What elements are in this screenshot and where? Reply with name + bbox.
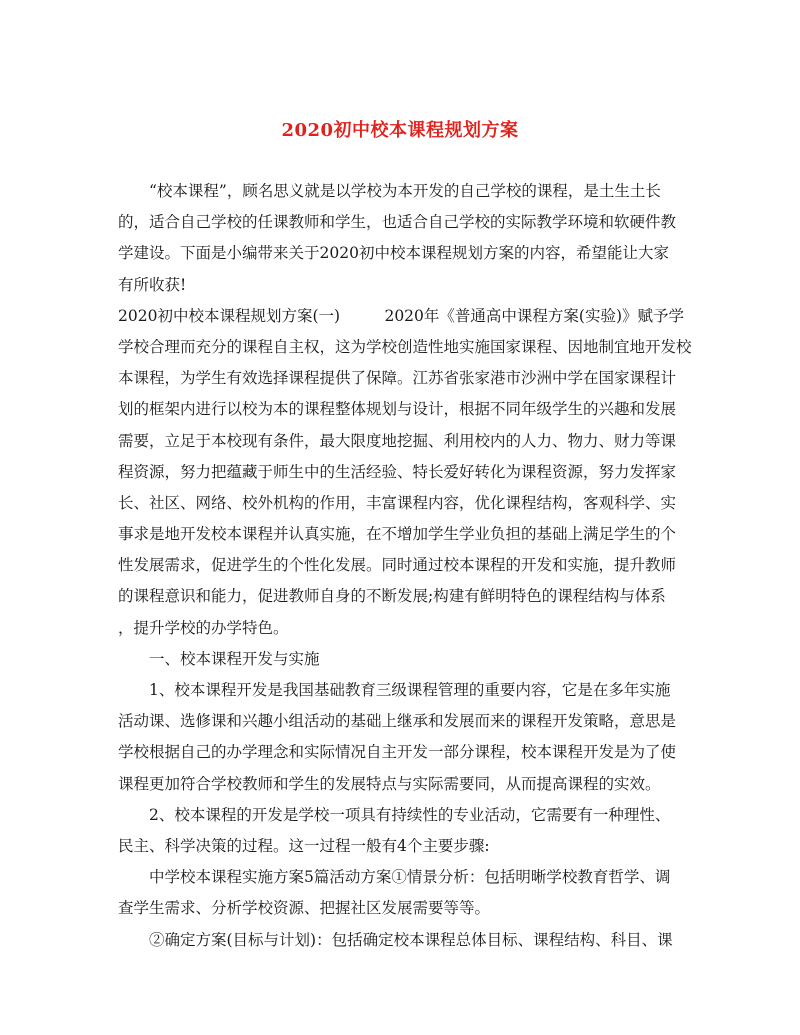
paragraph-line: 本课程，为学生有效选择课程提供了保障。江苏省张家港市沙洲中学在国家课程计	[118, 369, 677, 388]
paragraph-line-start: 2020年《普通高中课程方案(实验)》赋予学	[384, 306, 684, 325]
paragraph-line: 活动课、选修课和兴趣小组活动的基础上继承和发展而来的课程开发策略，意思是	[118, 712, 677, 731]
paragraph-line: 的课程意识和能力，促进教师自身的不断发展;构建有鲜明特色的课程结构与体系	[118, 587, 666, 606]
section-heading: 2020初中校本课程规划方案(一)	[118, 306, 341, 325]
paragraph-line: 长、社区、网络、校外机构的作用，丰富课程内容，优化课程结构，客观科学、实	[118, 493, 677, 512]
paragraph-line: 学校根据自己的办学理念和实际情况自主开发一部分课程，校本课程开发是为了使	[118, 743, 677, 762]
paragraph-line: 性发展需求，促进学生的个性化发展。同时通过校本课程的开发和实施，提升教师	[118, 556, 677, 575]
section-heading-line	[118, 301, 684, 332]
paragraph-line: “校本课程”，顾名思义就是以学校为本开发的自己学校的课程，是土生土长	[149, 182, 661, 200]
paragraph-line: 中学校本课程实施方案5篇活动方案①情景分析：包括明晰学校教育哲学、调	[149, 868, 671, 887]
paragraph-line: 学校合理而充分的课程自主权，这为学校创造性地实施国家课程、因地制宜地开发校	[118, 337, 692, 356]
paragraph-line: 民主、科学决策的过程。这一过程一般有4个主要步骤:	[118, 836, 490, 855]
paragraph-line: 需要，立足于本校现有条件，最大限度地挖掘、利用校内的人力、物力、财力等课	[118, 431, 677, 450]
document-title: 2020初中校本课程规划方案	[281, 120, 519, 141]
paragraph-line: 课程更加符合学校教师和学生的发展特点与实际需要同，从而提高课程的实效。	[118, 774, 661, 793]
paragraph-line: 的，适合自己学校的任课教师和学生，也适合自己学校的实际教学环境和软硬件教	[118, 213, 677, 232]
paragraph-line: 程资源，努力把蕴藏于师生中的生活经验、特长爱好转化为课程资源，努力发挥家	[118, 462, 677, 481]
document-body	[118, 176, 692, 956]
paragraph-line: ②确定方案(目标与计划)：包括确定校本课程总体目标、课程结构、科目、课	[149, 930, 673, 949]
section-heading: 一、校本课程开发与实施	[149, 649, 320, 668]
paragraph-line: ，提升学校的办学特色。	[118, 618, 289, 637]
paragraph-line: 2、校本课程的开发是学校一项具有持续性的专业活动，它需要有一种理性、	[149, 805, 671, 824]
paragraph-line: 事求是地开发校本课程并认真实施，在不增加学生学业负担的基础上满足学生的个	[118, 525, 677, 544]
paragraph-line: 查学生需求、分析学校资源、把握社区发展需要等等。	[118, 899, 491, 918]
paragraph-line: 学建设。下面是小编带来关于2020初中校本课程规划方案的内容，希望能让大家	[118, 244, 669, 263]
paragraph-line: 有所收获!	[118, 275, 187, 294]
paragraph-line: 划的框架内进行以校为本的课程整体规划与设计，根据不同年级学生的兴趣和发展	[118, 400, 677, 419]
paragraph-line: 1、校本课程开发是我国基础教育三级课程管理的重要内容，它是在多年实施	[149, 681, 671, 699]
